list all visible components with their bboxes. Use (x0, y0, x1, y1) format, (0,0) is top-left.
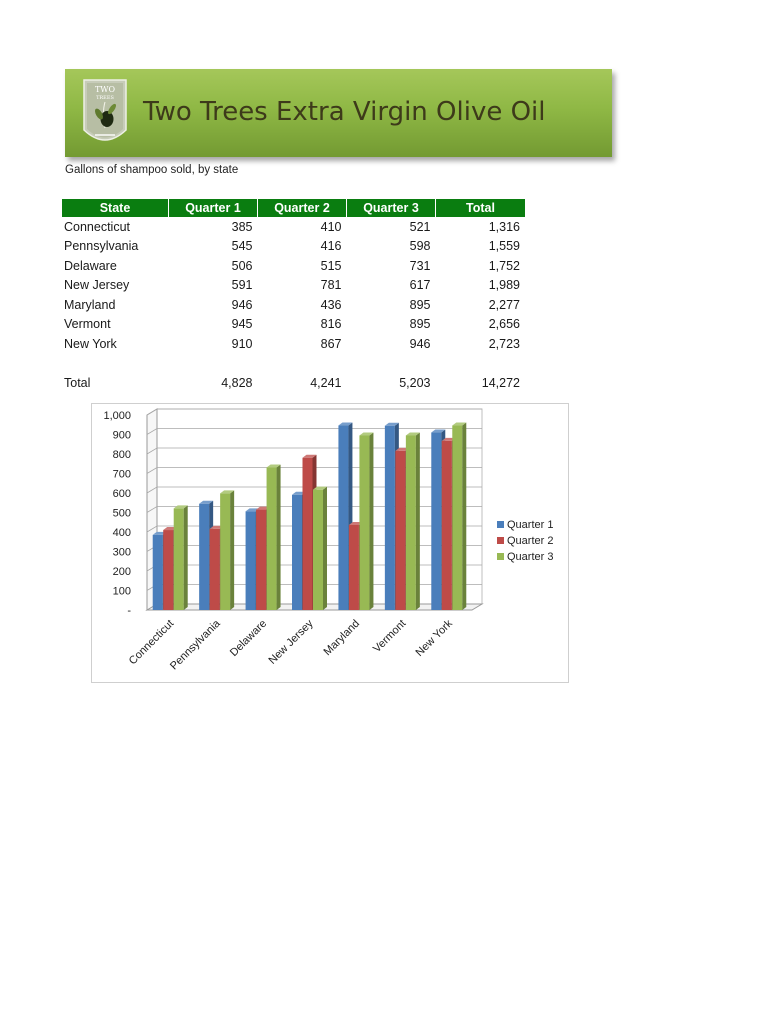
bar-front (313, 490, 323, 610)
total-grand: 14,272 (481, 375, 520, 390)
cell-total: 1,989 (488, 278, 520, 293)
bar-front (246, 511, 256, 610)
cell-q1: 945 (231, 317, 253, 332)
legend-label: Quarter 3 (507, 551, 554, 563)
y-tick-label: 900 (112, 429, 131, 442)
legend-label: Quarter 1 (507, 519, 554, 531)
cell-q2: 515 (320, 258, 342, 273)
cell-q1: 385 (231, 219, 253, 234)
cell-state: New York (64, 336, 117, 351)
olive-logo-icon (81, 78, 129, 150)
table-total-row (62, 373, 525, 393)
cell-q2: 436 (320, 297, 342, 312)
table-row (62, 237, 525, 257)
bar-front (359, 435, 369, 610)
table-row (62, 217, 525, 237)
total-q1: 4,828 (221, 375, 253, 390)
x-tick-label: New York (413, 617, 455, 659)
cell-state: Pennsylvania (64, 239, 139, 254)
bar-front (338, 426, 348, 610)
legend-swatch (497, 537, 504, 544)
y-tick-label: 800 (112, 449, 131, 461)
cell-q2: 416 (320, 239, 342, 254)
table-row (62, 315, 525, 335)
bar-front (267, 467, 277, 610)
bar-front (303, 458, 313, 610)
header-quarter-3: Quarter 3 (347, 199, 436, 217)
bar-front (256, 510, 266, 610)
y-tick-label: 700 (112, 468, 131, 481)
cell-total: 2,277 (488, 297, 520, 312)
x-tick-label: Connecticut (126, 617, 177, 668)
cell-q2: 410 (320, 219, 342, 234)
x-tick-label: New Jersey (266, 617, 316, 667)
table-row (62, 276, 525, 296)
sales-chart (91, 403, 569, 683)
cell-q2: 867 (320, 336, 342, 351)
cell-q3: 895 (409, 317, 431, 332)
y-tick-label: 500 (112, 507, 131, 520)
cell-total: 1,752 (488, 258, 520, 273)
bar-side (184, 505, 188, 610)
cell-q1: 591 (231, 278, 253, 293)
bar-front (199, 504, 209, 610)
total-q2: 4,241 (310, 375, 342, 390)
cell-q3: 521 (409, 219, 431, 234)
cell-q1: 946 (231, 297, 253, 312)
bar-front (174, 508, 184, 610)
cell-q2: 816 (320, 317, 342, 332)
x-tick-label: Delaware (227, 617, 270, 659)
sales-table (62, 199, 525, 393)
y-tick-label: 400 (112, 527, 131, 539)
bar-front (210, 529, 220, 610)
bar-front (452, 426, 462, 610)
cell-q2: 781 (320, 278, 342, 293)
legend-swatch (497, 553, 504, 560)
total-q3: 5,203 (399, 375, 431, 390)
banner-title: Two Trees Extra Virgin Olive Oil (143, 97, 546, 127)
bar-front (153, 535, 163, 610)
bar-front (292, 495, 302, 610)
cell-state: Delaware (64, 258, 117, 273)
table-row (62, 256, 525, 276)
cell-q3: 598 (409, 239, 431, 254)
bar-front (442, 441, 452, 610)
bar-side (416, 432, 420, 610)
legend-swatch (497, 521, 504, 528)
cell-q1: 506 (231, 258, 253, 273)
y-tick-label: - (127, 605, 131, 617)
bar-front (163, 530, 173, 610)
y-tick-label: 100 (112, 585, 131, 598)
cell-state: New Jersey (64, 278, 130, 293)
sheet-subtitle: Gallons of shampoo sold, by state (65, 164, 239, 176)
cell-state: Vermont (64, 317, 111, 332)
bar-front (406, 435, 416, 610)
table-header-row (62, 199, 525, 217)
cell-total: 2,656 (488, 317, 520, 332)
y-tick-label: 200 (112, 566, 131, 578)
header-quarter-1: Quarter 1 (169, 199, 258, 217)
cell-state: Maryland (64, 297, 116, 312)
x-tick-label: Vermont (371, 617, 409, 656)
y-tick-label: 600 (112, 488, 131, 500)
total-label: Total (64, 375, 91, 390)
x-tick-label: Pennsylvania (168, 617, 223, 673)
bar-front (395, 451, 405, 610)
x-tick-label: Maryland (321, 617, 363, 659)
cell-q3: 895 (409, 297, 431, 312)
bar-front (349, 525, 359, 610)
table-spacer-row (62, 354, 525, 374)
bar-side (323, 487, 327, 610)
cell-q1: 910 (231, 336, 253, 351)
bar-front (220, 493, 230, 610)
cell-total: 2,723 (488, 336, 520, 351)
svg-text:TWO: TWO (94, 85, 116, 94)
bar-side (369, 432, 373, 610)
cell-total: 1,316 (488, 219, 520, 234)
header-quarter-2: Quarter 2 (258, 199, 347, 217)
header-banner (65, 69, 612, 157)
bar-side (277, 464, 281, 610)
svg-text:TREES: TREES (96, 95, 114, 101)
cell-total: 1,559 (488, 239, 520, 254)
chart-canvas (92, 404, 568, 682)
header-state: State (62, 199, 169, 217)
cell-q3: 946 (409, 336, 431, 351)
legend-label: Quarter 2 (507, 535, 554, 547)
table-row (62, 295, 525, 315)
y-tick-label: 300 (112, 546, 131, 559)
y-tick-label: 1,000 (103, 410, 131, 422)
bar-front (385, 426, 395, 610)
bar-side (230, 490, 234, 610)
cell-state: Connecticut (64, 219, 131, 234)
header-total: Total (436, 199, 526, 217)
cell-q1: 545 (231, 239, 253, 254)
table-row (62, 334, 525, 354)
bar-front (431, 433, 441, 610)
cell-q3: 731 (409, 258, 431, 273)
bar-side (462, 423, 466, 610)
cell-q3: 617 (409, 278, 431, 293)
